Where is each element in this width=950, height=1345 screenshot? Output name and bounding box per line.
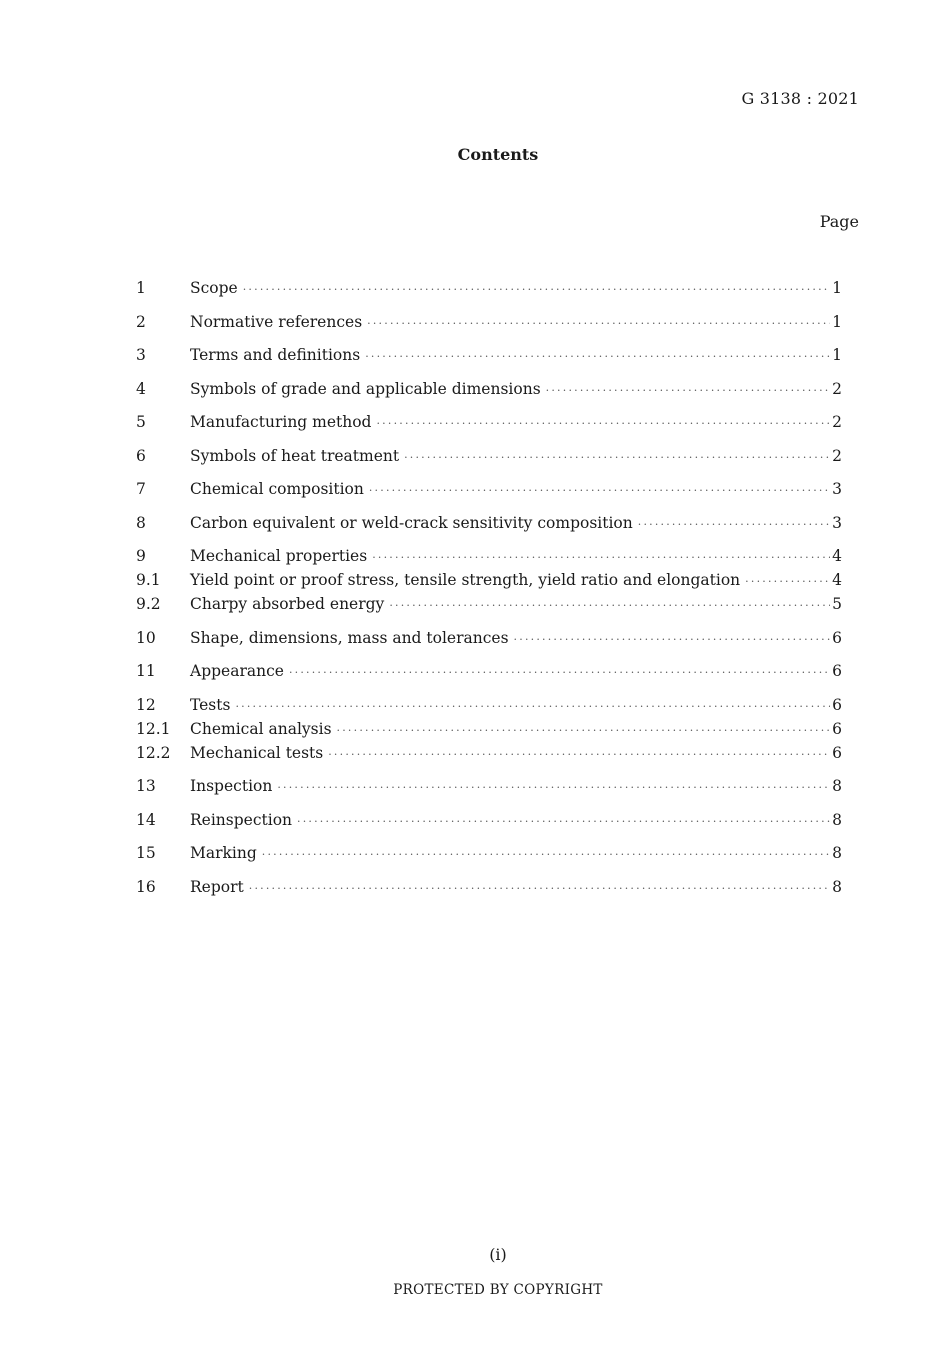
toc-dot-leader <box>277 778 830 798</box>
toc-entry-page: 6 <box>832 719 842 738</box>
toc-dot-leader <box>289 663 830 683</box>
toc-entry-number: 9 <box>136 547 146 565</box>
toc-entry[interactable] <box>136 628 842 652</box>
toc-entry-page: 2 <box>832 379 842 398</box>
toc-dot-leader <box>235 697 830 717</box>
toc-entry[interactable] <box>136 843 842 867</box>
toc-entry[interactable] <box>136 877 842 901</box>
toc-entry-title: Report <box>190 877 244 896</box>
standard-number: G 3138 : 2021 <box>741 89 859 108</box>
toc-entry-title: Inspection <box>190 777 273 795</box>
toc-entry[interactable] <box>136 570 842 594</box>
toc-dot-leader <box>376 414 830 434</box>
toc-entry-page: 6 <box>832 743 842 762</box>
page-folio: (i) <box>489 1245 507 1264</box>
toc-entry[interactable] <box>136 695 842 719</box>
toc-entry-page: 6 <box>832 628 842 647</box>
table-of-contents <box>136 278 842 901</box>
toc-entry-title: Charpy absorbed energy <box>190 595 385 613</box>
toc-entry-number: 8 <box>136 513 146 532</box>
toc-entry[interactable] <box>136 719 842 743</box>
toc-entry-title: Carbon equivalent or weld-crack sensitivity composition <box>190 513 633 532</box>
toc-entry-number: 15 <box>136 844 156 862</box>
toc-entry-page: 2 <box>832 413 842 431</box>
toc-entry-page: 4 <box>832 547 842 565</box>
toc-entry-page: 3 <box>832 513 842 532</box>
page-column-label: Page <box>819 212 859 231</box>
toc-entry-title: Tests <box>190 695 231 714</box>
toc-entry-title: Symbols of heat treatment <box>190 446 400 465</box>
toc-entry-number: 2 <box>136 312 146 331</box>
toc-entry-title: Terms and definitions <box>190 346 361 364</box>
toc-entry[interactable] <box>136 479 842 503</box>
toc-dot-leader <box>337 721 831 741</box>
toc-entry-number: 6 <box>136 446 146 465</box>
toc-dot-leader <box>546 381 830 401</box>
toc-entry-page: 8 <box>832 877 842 896</box>
toc-entry[interactable] <box>136 278 842 302</box>
toc-entry[interactable] <box>136 546 842 570</box>
toc-entry-page: 5 <box>832 595 842 613</box>
toc-entry-page: 6 <box>832 662 842 680</box>
toc-entry[interactable] <box>136 412 842 436</box>
toc-entry[interactable] <box>136 312 842 336</box>
toc-entry-number: 9.1 <box>136 571 161 589</box>
toc-entry-number: 10 <box>136 628 156 647</box>
page-title: Contents <box>457 145 539 164</box>
toc-entry-title: Normative references <box>190 312 363 331</box>
toc-entry[interactable] <box>136 743 842 767</box>
toc-entry-page: 4 <box>832 571 842 589</box>
toc-entry-title: Reinspection <box>190 810 293 829</box>
toc-entry-title: Appearance <box>190 662 284 680</box>
toc-dot-leader <box>243 280 830 300</box>
toc-entry-number: 13 <box>136 777 156 795</box>
toc-entry[interactable] <box>136 513 842 537</box>
toc-entry-title: Mechanical tests <box>190 743 324 762</box>
toc-entry-number: 12.1 <box>136 719 171 738</box>
toc-dot-leader <box>297 812 830 832</box>
toc-dot-leader <box>262 845 830 865</box>
toc-entry-number: 12 <box>136 695 156 714</box>
toc-entry-page: 1 <box>832 312 842 331</box>
toc-entry-page: 2 <box>832 446 842 465</box>
toc-entry-page: 3 <box>832 480 842 498</box>
toc-entry-number: 4 <box>136 379 146 398</box>
toc-entry[interactable] <box>136 776 842 800</box>
toc-entry-title: Marking <box>190 844 257 862</box>
toc-entry[interactable] <box>136 661 842 685</box>
toc-entry-number: 12.2 <box>136 743 171 762</box>
toc-entry-title: Symbols of grade and applicable dimensions <box>190 379 541 398</box>
toc-dot-leader <box>745 572 830 592</box>
toc-dot-leader <box>514 630 831 650</box>
toc-entry-number: 7 <box>136 480 146 498</box>
toc-entry-title: Chemical analysis <box>190 719 332 738</box>
toc-entry-number: 16 <box>136 877 156 896</box>
toc-entry-page: 8 <box>832 810 842 829</box>
toc-entry-title: Manufacturing method <box>190 413 372 431</box>
toc-dot-leader <box>638 515 830 535</box>
toc-dot-leader <box>367 314 830 334</box>
toc-entry-title: Mechanical properties <box>190 547 368 565</box>
toc-entry-page: 1 <box>832 346 842 364</box>
toc-entry[interactable] <box>136 379 842 403</box>
toc-entry-number: 9.2 <box>136 595 161 613</box>
toc-entry-number: 3 <box>136 346 146 364</box>
toc-entry-number: 1 <box>136 279 146 297</box>
toc-entry[interactable] <box>136 810 842 834</box>
toc-dot-leader <box>389 596 830 616</box>
toc-entry-page: 6 <box>832 695 842 714</box>
toc-entry-title: Scope <box>190 279 238 297</box>
toc-dot-leader <box>372 548 830 568</box>
toc-entry-title: Shape, dimensions, mass and tolerances <box>190 628 509 647</box>
toc-dot-leader <box>369 481 830 501</box>
toc-entry[interactable] <box>136 345 842 369</box>
toc-dot-leader <box>365 347 830 367</box>
toc-entry-number: 5 <box>136 413 146 431</box>
toc-entry-number: 14 <box>136 810 156 829</box>
toc-entry-page: 8 <box>832 844 842 862</box>
toc-entry-title: Yield point or proof stress, tensile strength, yield ratio and elongation <box>190 571 741 589</box>
toc-entry-page: 1 <box>832 279 842 297</box>
copyright-notice: PROTECTED BY COPYRIGHT <box>393 1282 603 1298</box>
toc-dot-leader <box>328 745 830 765</box>
toc-dot-leader <box>404 448 830 468</box>
toc-entry[interactable] <box>136 594 842 618</box>
toc-entry-title: Chemical composition <box>190 480 364 498</box>
toc-entry[interactable] <box>136 446 842 470</box>
toc-entry-number: 11 <box>136 662 156 680</box>
toc-dot-leader <box>249 879 830 899</box>
toc-entry-page: 8 <box>832 777 842 795</box>
